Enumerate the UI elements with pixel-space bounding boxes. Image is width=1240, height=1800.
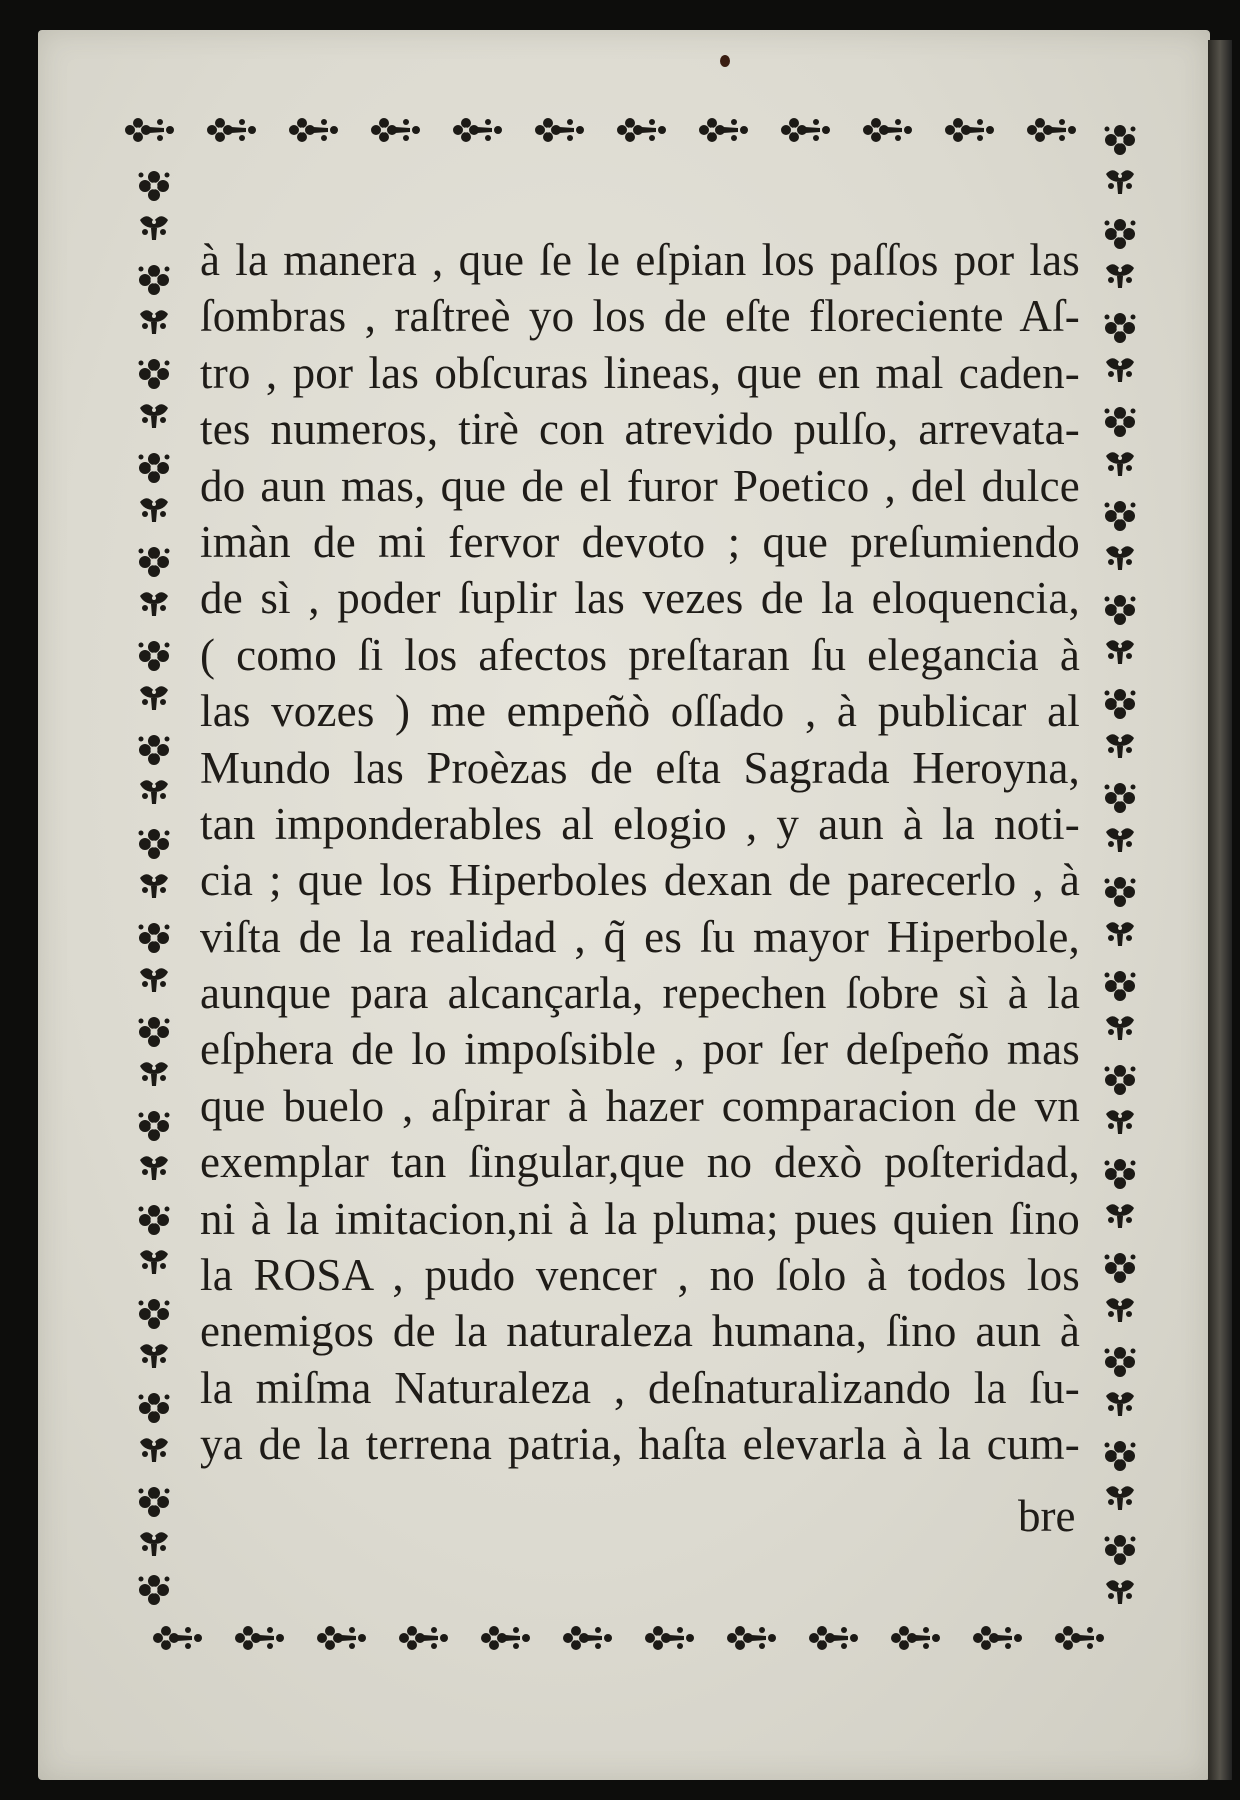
text-line: ni à la imitacion,ni à la pluma; pues quien ſino (200, 1193, 1080, 1244)
text-line: viſta de la realidad , q̃ es ſu mayor Hiperbole, (200, 911, 1080, 962)
text-line: exemplar tan ſingular,que no dexò poſteridad, (200, 1137, 1080, 1188)
text-line: que buelo , aſpirar à hazer comparacion de vn (200, 1080, 1080, 1131)
text-line: à la manera , que ſe le eſpian los paſſos por las (200, 235, 1080, 285)
body-text (200, 232, 1080, 1473)
text-line: la ROSA , pudo vencer , no ſolo à todos los (200, 1250, 1080, 1301)
text-line: tan imponderables al elogio , y aun à la noti- (200, 798, 1080, 849)
text-line: eſphera de lo impoſsible , por ſer deſpeño mas (200, 1024, 1080, 1075)
border-right (1105, 125, 1136, 1604)
border-left (139, 171, 170, 1605)
text-line: cia ; que los Hiperboles dexan de parecerlo , à (200, 855, 1080, 906)
text-line: ( como ſi los afectos preſtaran ſu elegancia à (200, 629, 1080, 680)
text-line: tro , por las obſcuras lineas, que en mal caden- (200, 347, 1080, 398)
text-line: do aun mas, que de el furor Poetico , del dulce (200, 460, 1080, 511)
text-line: imàn de mi fervor devoto ; que preſumiendo (200, 516, 1080, 567)
catchword: bre (1018, 1491, 1076, 1541)
border-top (125, 118, 1076, 142)
text-line: ſombras , raſtreè yo los de eſte floreciente Aſ- (200, 291, 1080, 342)
text-line: las vozes ) me empeñò oſſado , à publicar al (200, 686, 1080, 737)
text-line: de sì , poder ſuplir las vezes de la eloquencia, (200, 573, 1080, 624)
text-line: tes numeros, tirè con atrevido pulſo, arrevata- (200, 404, 1080, 455)
text-line: la miſma Naturaleza , deſnaturalizando la ſu- (200, 1362, 1080, 1413)
text-line: enemigos de la naturaleza humana, ſino aun à (200, 1306, 1080, 1357)
text-line: aunque para alcançarla, repechen ſobre sì à la (200, 968, 1080, 1019)
border-bottom (153, 1626, 1104, 1650)
text-line: ya de la terrena patria, haſta elevarla à la cum- (200, 1419, 1080, 1470)
text-line: Mundo las Proèzas de eſta Sagrada Heroyna, (200, 742, 1080, 793)
